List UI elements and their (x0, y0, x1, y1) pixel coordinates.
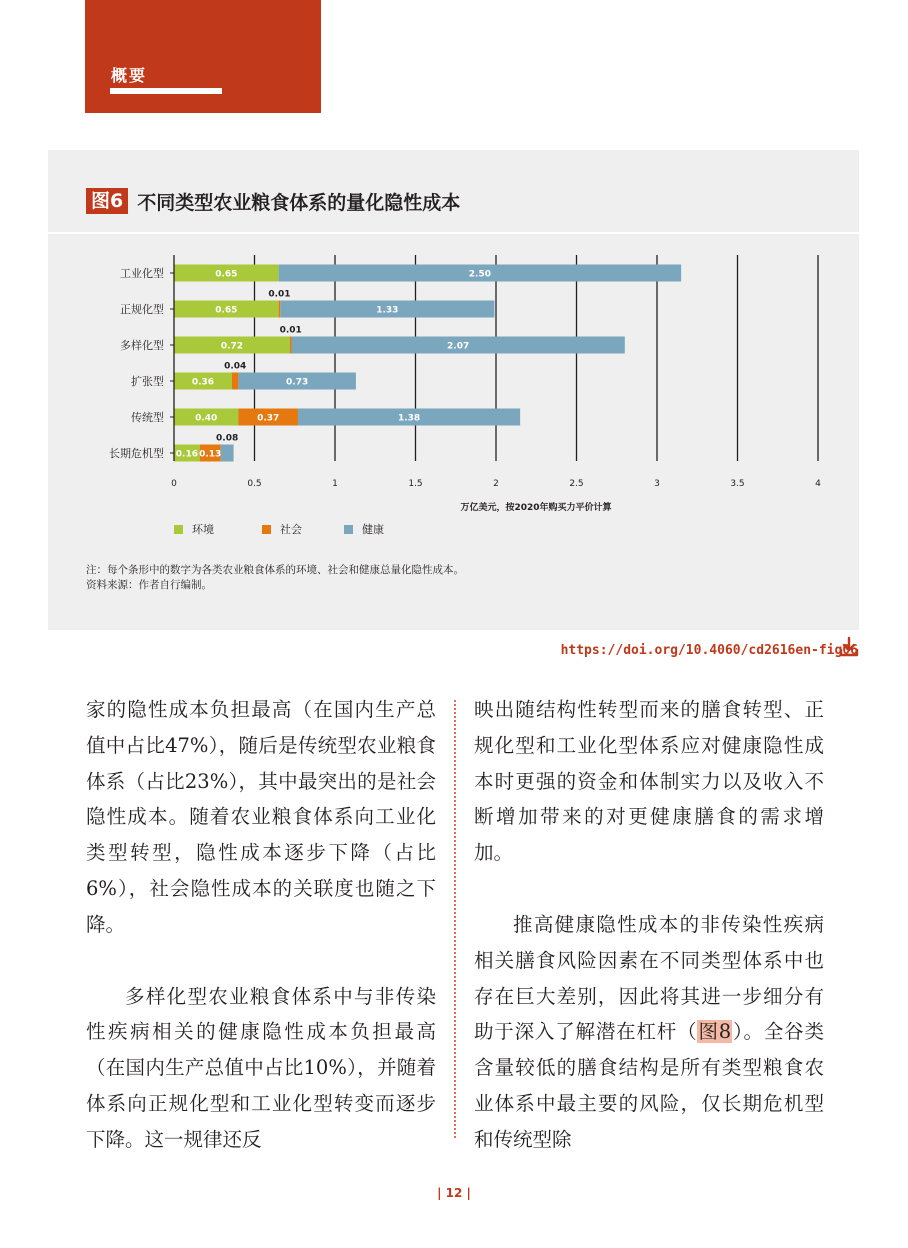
data-label: 0.36 (191, 377, 215, 388)
body-column-right (474, 692, 824, 1194)
body-text: ）。全谷类含量较低的膳食结构是所有类型粮食农业体系中最主要的风险，仅长期危机型和传统型除 (474, 1020, 824, 1151)
category-label: 传统型 (131, 411, 164, 424)
body-text: 推高健康隐性成本的非传染性疾病相关膳食风险因素在不同类型体系中也存在巨大差别，因此将其进一步细分有助于深入了解潜在杠杆（ (474, 912, 824, 1044)
data-label: 0.08 (216, 433, 239, 444)
section-rule (110, 88, 222, 94)
x-tick-label: 3 (654, 479, 660, 489)
x-axis-label: 万亿美元，按2020年购买力平价计算 (460, 503, 612, 513)
x-tick-label: 1.5 (408, 479, 423, 489)
x-tick-label: 1 (332, 479, 338, 489)
data-label: 0.40 (195, 413, 218, 424)
doi-link[interactable]: https://doi.org/10.4060/cd2616en-fig06 (560, 643, 858, 658)
data-label: 0.65 (215, 305, 238, 316)
x-tick-label: 3.5 (730, 479, 745, 489)
download-icon[interactable] (838, 636, 860, 658)
category-label: 长期危机型 (109, 447, 164, 460)
legend-swatch (344, 525, 353, 534)
x-tick-label: 2 (493, 479, 499, 489)
stacked-bar-chart (48, 150, 859, 560)
bar-segment (290, 337, 292, 354)
x-tick-label: 0 (171, 479, 177, 489)
data-label: 0.72 (220, 341, 244, 352)
figure-notes (86, 563, 464, 593)
legend-label: 健康 (362, 523, 384, 536)
bar-segment (279, 301, 281, 318)
bar-segment (221, 445, 234, 462)
data-label: 0.01 (268, 289, 291, 300)
section-header-tab (85, 0, 321, 113)
x-tick-label: 0.5 (247, 479, 262, 489)
data-label: 0.73 (286, 377, 309, 388)
category-label: 多样化型 (120, 339, 164, 352)
section-label: 概要 (111, 66, 148, 85)
body-paragraph: 映出随结构性转型而来的膳食转型、正规化型和工业化型体系应对健康隐性成本时更强的资金和体制实力以及收入不断增加带来的对更健康膳食的需求增加。 (474, 698, 824, 865)
body-column-left (86, 692, 436, 1194)
data-label: 0.37 (257, 413, 280, 424)
data-label: 1.38 (397, 413, 421, 424)
body-paragraph: 家的隐性成本负担最高（在国内生产总值中占比47%），随后是传统型农业粮食体系（占比23%），其中最突出的是社会隐性成本。随着农业粮食体系向工业化类型转型，隐性成本逐步下降（占比6%），社会隐性成本的关联度也随之下降。 (86, 698, 436, 936)
data-label: 0.13 (199, 449, 222, 460)
data-label: 2.07 (447, 341, 470, 352)
figure-source: 资料来源：作者自行编制。 (86, 579, 212, 591)
category-label: 工业化型 (120, 267, 164, 280)
category-label: 正规化型 (120, 303, 164, 316)
figure-panel (48, 150, 859, 630)
legend-swatch (174, 525, 183, 534)
data-label: 0.04 (224, 361, 247, 372)
figure-title: 不同类型农业粮食体系的量化隐性成本 (137, 191, 461, 214)
legend-label: 社会 (280, 523, 302, 536)
legend-label: 环境 (192, 523, 214, 536)
data-label: 0.16 (175, 449, 198, 460)
x-tick-label: 4 (815, 479, 821, 489)
legend-swatch (262, 525, 271, 534)
data-label: 1.33 (376, 305, 399, 316)
body-paragraph: 多样化型农业粮食体系中与非传染性疾病相关的健康隐性成本负担最高（在国内生产总值中占比10%），并随着体系向正规化型和工业化型转变而逐步下降。这一规律还反 (86, 984, 436, 1151)
data-label: 2.50 (468, 269, 492, 280)
figure-badge: 图6 (86, 188, 128, 214)
figure-8-link[interactable]: 图8 (698, 1020, 732, 1044)
category-label: 扩张型 (131, 375, 164, 388)
bar-segment (232, 373, 238, 390)
page-number: | 12 | (437, 1186, 471, 1200)
data-label: 0.01 (279, 325, 302, 336)
x-tick-label: 2.5 (569, 479, 584, 489)
data-label: 0.65 (215, 269, 238, 280)
column-divider (454, 700, 456, 1138)
body-paragraph (474, 907, 824, 1158)
figure-note: 注：每个条形中的数字为各类农业粮食体系的环境、社会和健康总量化隐性成本。 (86, 564, 464, 576)
